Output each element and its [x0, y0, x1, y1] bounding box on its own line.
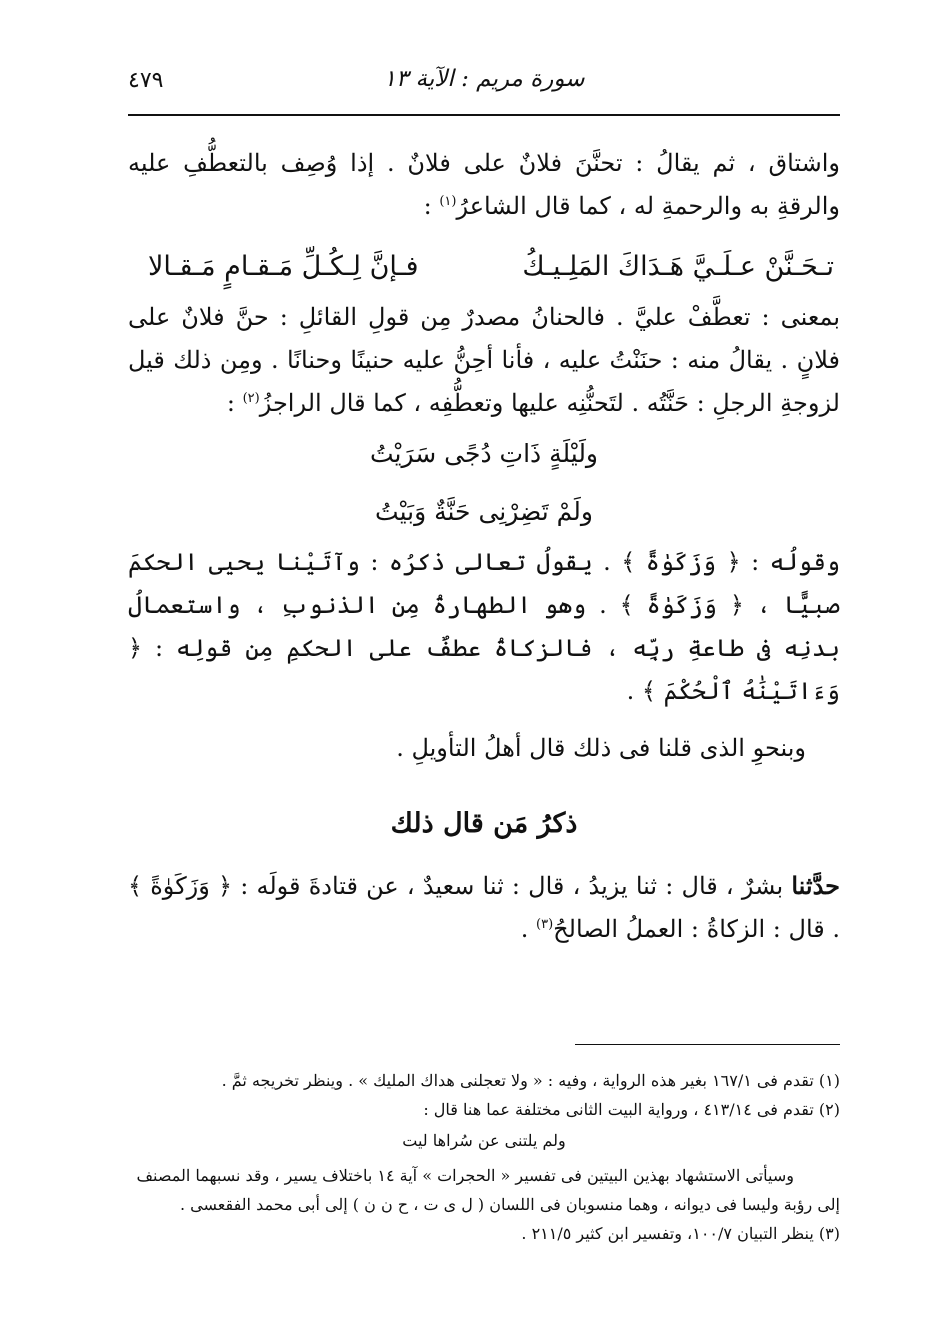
paragraph-3-part-b: . يقولُ تعالى ذكرُه : وآتَيْنا يحيى الحكمَ صبيًّا ، — [128, 548, 840, 619]
paragraph-5-part-b: . قال : الزكاةُ : العملُ الصالحُ — [553, 915, 840, 943]
footnote-2-verse: ولم يلتنى عن سُراها ليت — [402, 1131, 566, 1150]
footnote-1: (١) تقدم فى ١٦٧/١ بغير هذه الرواية ، وفيه : « ولا تعجلنى هداك المليك » . وينظر تخريجه ثمَّ . — [221, 1071, 840, 1090]
verse-second-hemistich: فـإنَّ لِـكُـلِّ مَـقـامٍ مَـقـالا — [148, 251, 419, 282]
rajaz-line-2: ولَمْ تَضِرْنِى حَنَّةٌ وَبَيْتُ — [375, 497, 593, 526]
page-header — [128, 62, 840, 102]
paragraph-2 — [128, 296, 840, 425]
paragraph-1-text: واشتاق ، ثم يقالُ : تحنَّنَ فلانٌ على فلانٌ . إذا وُصِف بالتعطُّفِ عليه والرقةِ به والرحمةِ له ، كما قال الشاعرُ — [128, 149, 840, 220]
quran-quote-3: ﴿ وَءَاتَيْنَٰهُ ٱلْحُكْمَ ﴾ — [128, 634, 840, 705]
paragraph-2-end: : — [226, 389, 243, 417]
footnote-2-continuation: وسيأتى الاستشهاد بهذين البيتين فى تفسير « الحجرات » آية ١٤ باختلاف يسير ، وقد نسبهما المصنف إلى رؤبة وليسا فى ديوانه ، وهما منسوبان فى اللسان ( ل ى ت ، ح ن ن ) إلى أبى محمد الفقعسى . — [136, 1166, 840, 1214]
footnote-ref-3: (٣) — [536, 917, 554, 932]
footnote-ref-1: (١) — [439, 194, 457, 209]
quran-quote-4: ﴿ وَزَكَوٰةً ﴾ — [128, 872, 233, 900]
header-rule — [128, 114, 840, 116]
quran-quote-1: ﴿ وَزَكَوٰةً ﴾ — [621, 548, 741, 576]
poetry-verse — [128, 238, 840, 296]
paragraph-3 — [128, 541, 840, 713]
page-number: ٤٧٩ — [128, 68, 164, 93]
main-text — [128, 142, 840, 951]
paragraph-1-end: : — [423, 192, 440, 220]
verse-first-hemistich: تـحَـنَّنْ عـلَـيَّ هَـدَاكَ المَلِـيـكُ — [522, 251, 834, 282]
paragraph-5 — [128, 864, 840, 951]
paragraph-1 — [128, 142, 840, 228]
paragraph-3-part-c: . وهو الطهارةُ مِن الذنوبِ ، واستعمالُ بدنِه فى طاعةِ ربِّه ، فالزكاةُ عطفٌ على الحكمِ مِن قولِه : — [128, 591, 840, 662]
footnote-3: (٣) ينظر التبيان ١٠٠/٧، وتفسير ابن كثير ٢١١/٥ . — [521, 1224, 840, 1243]
paragraph-3-part-a: وقولُه : — [740, 548, 841, 576]
narration-keyword: حدَّثنا — [791, 871, 840, 900]
paragraph-5-end: . — [520, 915, 536, 943]
paragraph-2-text: بمعنى : تعطَّفْ عليَّ . فالحنانُ مصدرٌ مِن قولِ القائلِ : حنَّ فلانٌ على فلانٍ . يقالُ منه : حنَنْتُ عليه ، فأنا أحِنُّ عليه حنينًا وحنانًا . ومِن ذلك قيل لزوجةِ الرجلِ : حَنَّتُه . لتَحنُّنِه عليها وتعطُّفِه ، كما قال الراجزُ — [128, 303, 840, 417]
rajaz-line-1: ولَيْلَةٍ ذَاتِ دُجًى سَرَيْتُ — [369, 439, 599, 468]
quran-quote-2: ﴿ وَزَكَوٰةً ﴾ — [619, 591, 744, 619]
footnote-2: (٢) تقدم فى ٤١٣/١٤ ، ورواية البيت الثانى مختلفة عما هنا قال : — [423, 1100, 840, 1119]
section-heading: ذكرُ مَن قال ذلك — [390, 808, 578, 839]
footnotes — [128, 1066, 840, 1248]
footnote-rule — [575, 1044, 840, 1045]
paragraph-5-part-a: بشرٌ ، قال : ثنا يزيدُ ، قال : ثنا سعيدٌ ، عن قتادةَ قولَه : — [232, 872, 792, 900]
footnote-ref-2: (٢) — [242, 391, 260, 406]
running-title: سورة مريم : الآية ١٣ — [383, 66, 585, 92]
paragraph-3-part-d: . — [626, 677, 642, 705]
paragraph-4: وبنحوِ الذى قلنا فى ذلك قال أهلُ التأويلِ . — [396, 734, 806, 762]
